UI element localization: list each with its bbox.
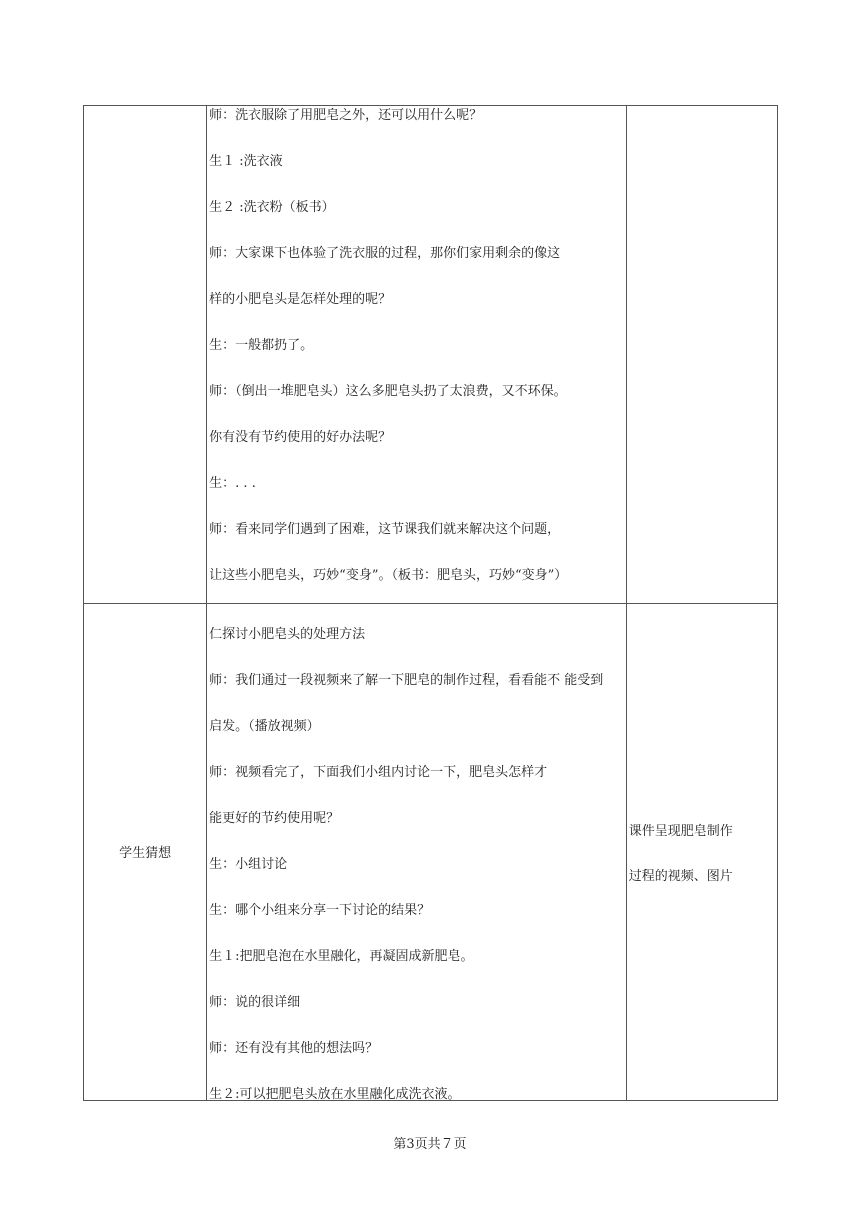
content-line: 师：还有没有其他的想法吗？: [209, 1040, 379, 1056]
stage-label-cell: [84, 603, 207, 1101]
content-line: 你有没有节约使用的好办法呢？: [209, 430, 392, 445]
table-row: [84, 603, 778, 1101]
content-line: 生：哪个小组来分享一下讨论的结果？: [209, 902, 431, 918]
content-line: 生：一般都扔了。: [209, 338, 314, 353]
page-footer: 第3页共７页: [393, 1137, 467, 1152]
note-line: 过程的视频、图片: [628, 868, 733, 884]
stage-label: 学生猜想: [119, 846, 172, 862]
content-line: 让这些小肥皂头，巧妙“变身”。（板书：肥皂头，巧妙“变身”）: [209, 568, 568, 583]
lesson-table: [83, 105, 778, 1101]
content-line: 仁探讨小肥皂头的处理方法: [209, 626, 366, 642]
content-cell: [207, 603, 627, 1101]
note-line: 课件呈现肥皂制作: [628, 823, 733, 839]
content-line: 启发。（播放视频）: [209, 718, 320, 734]
content-line: 生１ :洗衣液: [209, 154, 283, 169]
content-line: 师：洗衣服除了用肥皂之外，还可以用什么呢？: [209, 108, 483, 123]
content-line: 能更好的节约使用呢？: [209, 810, 340, 826]
content-line: 生：小组讨论: [209, 856, 288, 872]
table-row: [84, 106, 778, 604]
content-line: 生：. . .: [209, 476, 256, 491]
notes-cell: [626, 603, 777, 1101]
content-line: 生１:把肥皂泡在水里融化，再凝固成新肥皂。: [209, 948, 474, 964]
content-line: 师：大家课下也体验了洗衣服的过程，那你们家用剩余的像这: [209, 246, 561, 261]
notes-cell: [626, 106, 777, 604]
content-line: 师：视频看完了，下面我们小组内讨论一下，肥皂头怎样才: [209, 764, 548, 780]
stage-label-cell: [84, 106, 207, 604]
content-line: 师：说的很详细: [209, 994, 301, 1010]
content-line: 样的小肥皂头是怎样处理的呢？: [209, 292, 392, 307]
content-line: 师：我们通过一段视频来了解一下肥皂的制作过程，看看能不 能受到: [209, 672, 604, 688]
content-line: 师：（倒出一堆肥皂头）这么多肥皂头扔了太浪费，又不环保。: [209, 384, 567, 399]
content-cell: [207, 106, 627, 604]
content-line: 生２:可以把肥皂头放在水里融化成洗衣液。: [209, 1086, 461, 1102]
content-line: 师：看来同学们遇到了困难，这节课我们就来解决这个问题，: [209, 522, 561, 537]
content-line: 生２ :洗衣粉（板书）: [209, 200, 335, 215]
